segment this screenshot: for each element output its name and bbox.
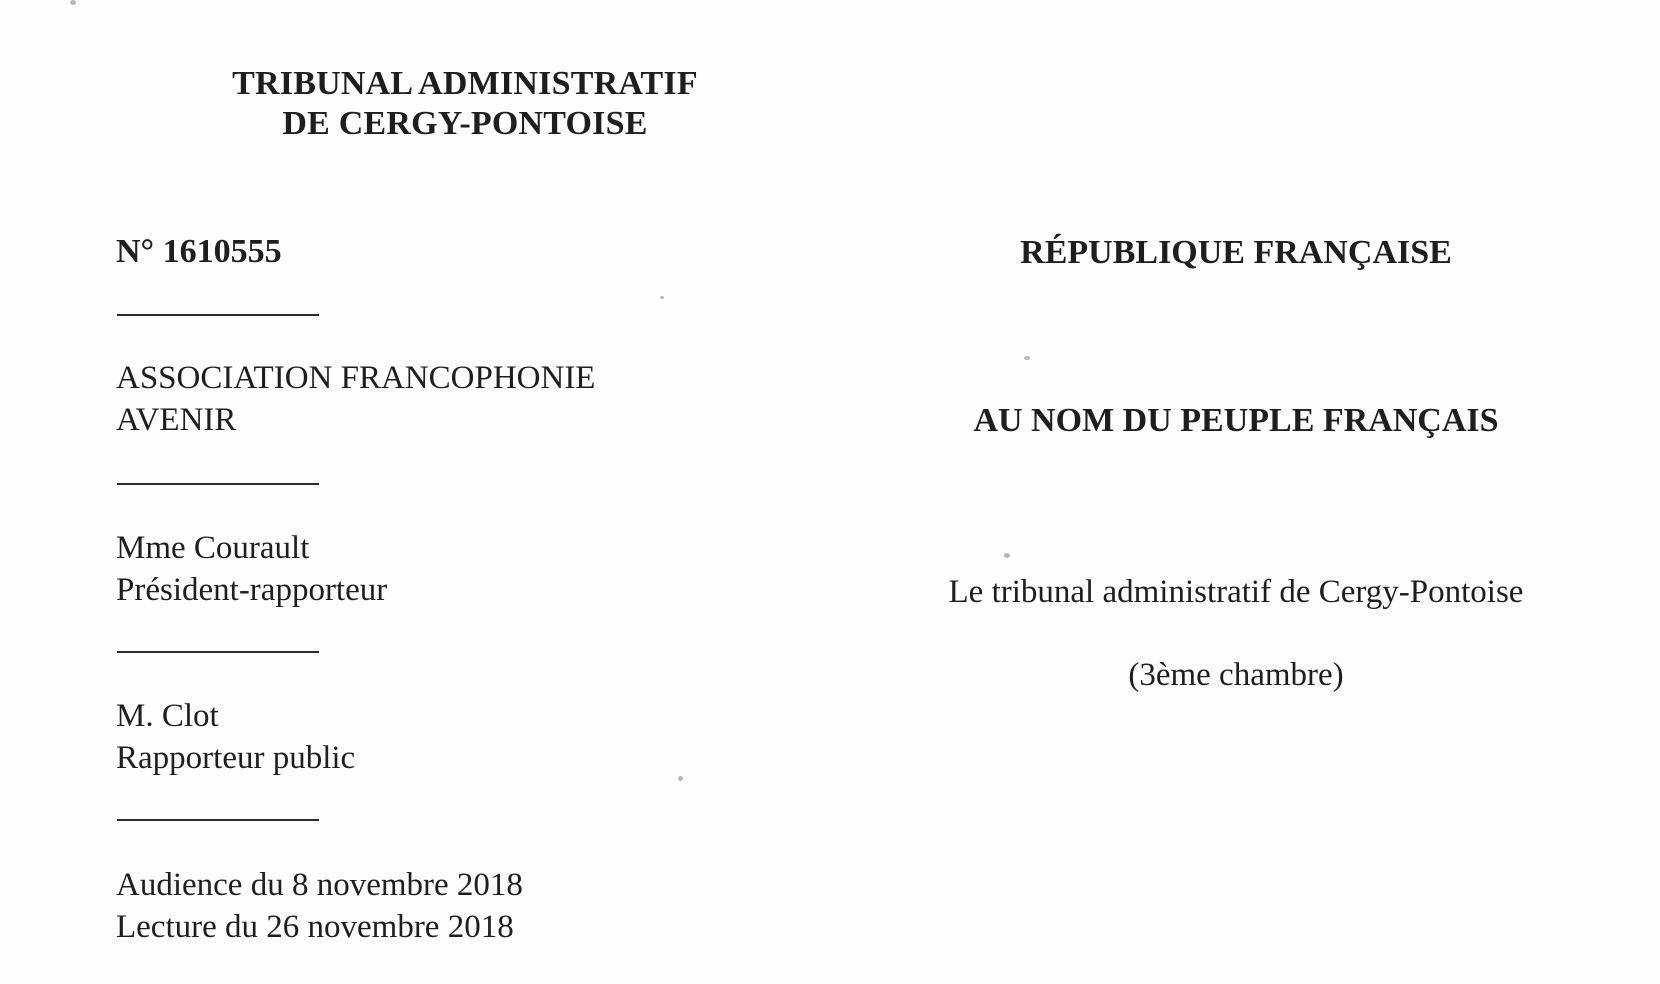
applicant-block: [116, 357, 595, 441]
tribunal-heading: Le tribunal administratif de Cergy-Pontoise: [948, 574, 1524, 610]
people-heading: AU NOM DU PEUPLE FRANÇAIS: [973, 402, 1499, 439]
reading-date: Lecture du 26 novembre 2018: [116, 909, 514, 945]
chamber-heading: (3ème chambre): [1128, 657, 1344, 693]
applicant-name-line1: ASSOCIATION FRANCOPHONIE: [116, 360, 596, 396]
separator-line: [117, 651, 319, 653]
president-role: Président-rapporteur: [116, 572, 388, 608]
president-block: [116, 527, 387, 611]
scan-speck: [70, 0, 76, 5]
public-rapporteur-name: M. Clot: [116, 698, 219, 734]
public-rapporteur-role: Rapporteur public: [116, 740, 356, 776]
separator-line: [117, 483, 319, 485]
case-number: N° 1610555: [116, 233, 282, 270]
dates-block: [116, 864, 523, 948]
separator-line: [117, 314, 319, 316]
scan-speck: [660, 296, 664, 299]
public-rapporteur-block: [116, 695, 355, 779]
applicant-name-line2: AVENIR: [116, 402, 237, 438]
president-name: Mme Courault: [116, 530, 310, 566]
scan-speck: [678, 776, 683, 781]
scan-speck: [1024, 356, 1030, 360]
separator-line: [117, 819, 319, 821]
court-header: [200, 64, 730, 144]
hearing-date: Audience du 8 novembre 2018: [116, 867, 523, 903]
court-name-line1: TRIBUNAL ADMINISTRATIF: [232, 65, 698, 102]
republic-heading: RÉPUBLIQUE FRANÇAISE: [1020, 234, 1452, 271]
scan-speck: [1004, 553, 1010, 558]
court-name-line2: DE CERGY-PONTOISE: [282, 105, 648, 142]
